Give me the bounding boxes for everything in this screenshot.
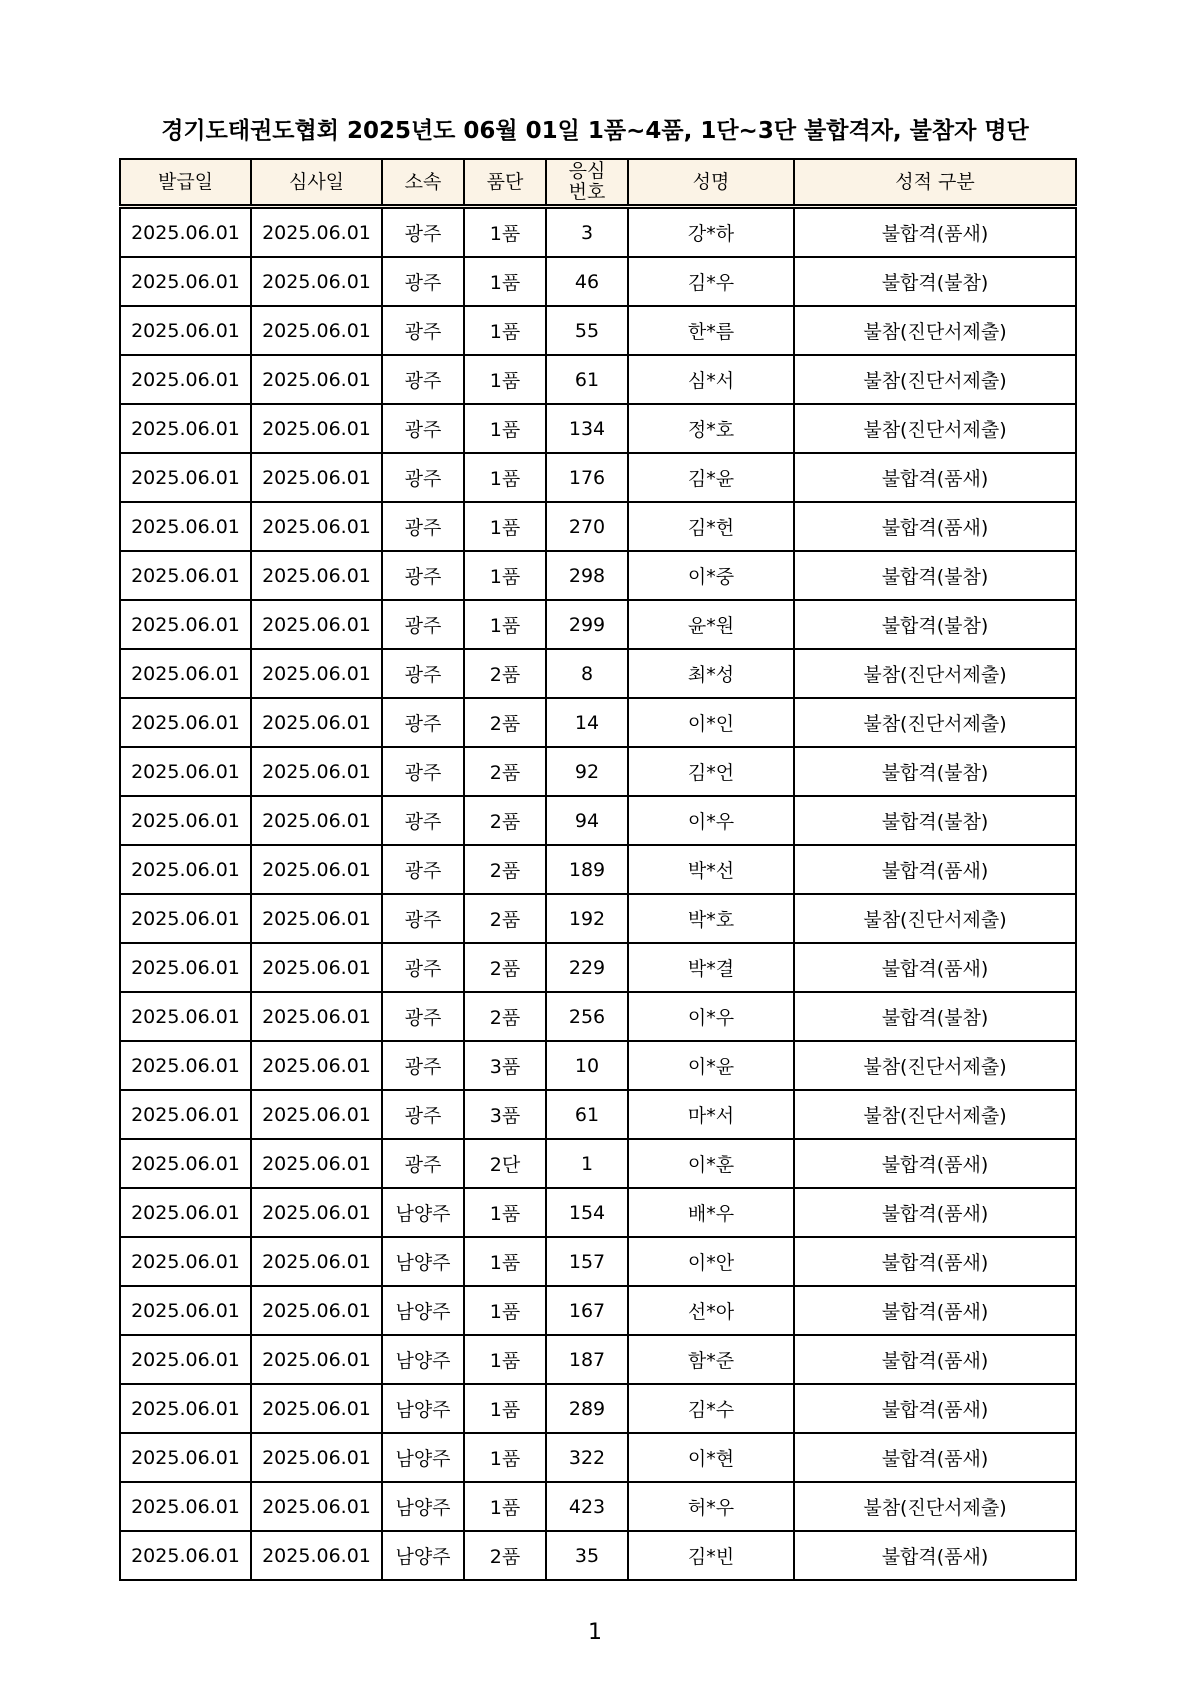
grade-cell: 2품 [464, 1531, 546, 1580]
branch-cell: 광주 [382, 845, 464, 894]
issue-date-cell: 2025.06.01 [120, 1384, 251, 1433]
exam-date-cell: 2025.06.01 [251, 747, 382, 796]
issue-date-cell: 2025.06.01 [120, 257, 251, 306]
result-cell: 불참(진단서제출) [794, 1482, 1076, 1531]
table-row [120, 600, 1076, 649]
exam-date-cell: 2025.06.01 [251, 1433, 382, 1482]
exam-date-cell: 2025.06.01 [251, 1188, 382, 1237]
exam-date-cell: 2025.06.01 [251, 600, 382, 649]
result-cell: 불합격(품새) [794, 1433, 1076, 1482]
table-row [120, 1237, 1076, 1286]
branch-cell: 남양주 [382, 1188, 464, 1237]
issue-date-cell: 2025.06.01 [120, 1041, 251, 1090]
name-cell: 배*우 [628, 1188, 794, 1237]
exam-number-cell: 154 [546, 1188, 628, 1237]
table-row [120, 1482, 1076, 1531]
exam-number-cell: 157 [546, 1237, 628, 1286]
issue-date-cell: 2025.06.01 [120, 894, 251, 943]
name-cell: 한*름 [628, 306, 794, 355]
grade-cell: 1품 [464, 1188, 546, 1237]
result-cell: 불참(진단서제출) [794, 894, 1076, 943]
exam-number-cell: 61 [546, 355, 628, 404]
issue-date-cell: 2025.06.01 [120, 1433, 251, 1482]
grade-cell: 3품 [464, 1090, 546, 1139]
issue-date-cell: 2025.06.01 [120, 502, 251, 551]
issue-date-cell: 2025.06.01 [120, 845, 251, 894]
exam-date-cell: 2025.06.01 [251, 943, 382, 992]
branch-cell: 광주 [382, 600, 464, 649]
header-exam-date: 심사일 [251, 159, 382, 207]
exam-number-cell: 46 [546, 257, 628, 306]
grade-cell: 2품 [464, 698, 546, 747]
result-cell: 불합격(불참) [794, 551, 1076, 600]
table-row [120, 992, 1076, 1041]
issue-date-cell: 2025.06.01 [120, 355, 251, 404]
exam-number-cell: 55 [546, 306, 628, 355]
exam-date-cell: 2025.06.01 [251, 698, 382, 747]
grade-cell: 2품 [464, 796, 546, 845]
results-table [119, 158, 1077, 1581]
grade-cell: 1품 [464, 257, 546, 306]
table-row [120, 698, 1076, 747]
exam-date-cell: 2025.06.01 [251, 992, 382, 1041]
exam-number-cell: 423 [546, 1482, 628, 1531]
name-cell: 이*훈 [628, 1139, 794, 1188]
grade-cell: 1품 [464, 1335, 546, 1384]
name-cell: 박*결 [628, 943, 794, 992]
exam-date-cell: 2025.06.01 [251, 845, 382, 894]
name-cell: 이*현 [628, 1433, 794, 1482]
table-row [120, 207, 1076, 258]
name-cell: 이*우 [628, 796, 794, 845]
branch-cell: 광주 [382, 404, 464, 453]
branch-cell: 광주 [382, 649, 464, 698]
exam-date-cell: 2025.06.01 [251, 1286, 382, 1335]
grade-cell: 1품 [464, 502, 546, 551]
header-name: 성명 [628, 159, 794, 207]
name-cell: 김*헌 [628, 502, 794, 551]
issue-date-cell: 2025.06.01 [120, 306, 251, 355]
result-cell: 불합격(불참) [794, 747, 1076, 796]
result-cell: 불참(진단서제출) [794, 698, 1076, 747]
exam-number-cell: 14 [546, 698, 628, 747]
branch-cell: 광주 [382, 992, 464, 1041]
name-cell: 박*선 [628, 845, 794, 894]
issue-date-cell: 2025.06.01 [120, 649, 251, 698]
exam-number-cell: 92 [546, 747, 628, 796]
issue-date-cell: 2025.06.01 [120, 943, 251, 992]
name-cell: 이*인 [628, 698, 794, 747]
exam-date-cell: 2025.06.01 [251, 502, 382, 551]
result-cell: 불참(진단서제출) [794, 1041, 1076, 1090]
name-cell: 이*중 [628, 551, 794, 600]
name-cell: 마*서 [628, 1090, 794, 1139]
name-cell: 함*준 [628, 1335, 794, 1384]
branch-cell: 광주 [382, 453, 464, 502]
exam-number-cell: 35 [546, 1531, 628, 1580]
grade-cell: 2품 [464, 894, 546, 943]
table-row [120, 1531, 1076, 1580]
grade-cell: 1품 [464, 1384, 546, 1433]
exam-number-cell: 176 [546, 453, 628, 502]
issue-date-cell: 2025.06.01 [120, 1335, 251, 1384]
header-issue-date: 발급일 [120, 159, 251, 207]
grade-cell: 1품 [464, 1286, 546, 1335]
branch-cell: 광주 [382, 551, 464, 600]
issue-date-cell: 2025.06.01 [120, 1139, 251, 1188]
grade-cell: 3품 [464, 1041, 546, 1090]
issue-date-cell: 2025.06.01 [120, 1237, 251, 1286]
branch-cell: 광주 [382, 306, 464, 355]
result-cell: 불합격(품새) [794, 1531, 1076, 1580]
exam-number-cell: 322 [546, 1433, 628, 1482]
result-cell: 불합격(품새) [794, 943, 1076, 992]
branch-cell: 광주 [382, 1041, 464, 1090]
exam-number-cell: 61 [546, 1090, 628, 1139]
result-cell: 불합격(품새) [794, 453, 1076, 502]
exam-number-cell: 10 [546, 1041, 628, 1090]
result-cell: 불참(진단서제출) [794, 649, 1076, 698]
exam-date-cell: 2025.06.01 [251, 1139, 382, 1188]
branch-cell: 광주 [382, 796, 464, 845]
exam-number-cell: 256 [546, 992, 628, 1041]
exam-date-cell: 2025.06.01 [251, 796, 382, 845]
result-cell: 불합격(불참) [794, 992, 1076, 1041]
issue-date-cell: 2025.06.01 [120, 1188, 251, 1237]
table-row [120, 845, 1076, 894]
grade-cell: 2품 [464, 747, 546, 796]
issue-date-cell: 2025.06.01 [120, 747, 251, 796]
issue-date-cell: 2025.06.01 [120, 404, 251, 453]
result-cell: 불합격(품새) [794, 1188, 1076, 1237]
exam-number-cell: 94 [546, 796, 628, 845]
result-cell: 불참(진단서제출) [794, 404, 1076, 453]
branch-cell: 남양주 [382, 1433, 464, 1482]
issue-date-cell: 2025.06.01 [120, 551, 251, 600]
exam-date-cell: 2025.06.01 [251, 207, 382, 258]
result-cell: 불합격(불참) [794, 600, 1076, 649]
branch-cell: 광주 [382, 747, 464, 796]
result-cell: 불참(진단서제출) [794, 1090, 1076, 1139]
grade-cell: 2품 [464, 649, 546, 698]
issue-date-cell: 2025.06.01 [120, 698, 251, 747]
branch-cell: 광주 [382, 698, 464, 747]
grade-cell: 1품 [464, 355, 546, 404]
table-row [120, 1286, 1076, 1335]
grade-cell: 1품 [464, 404, 546, 453]
grade-cell: 1품 [464, 1433, 546, 1482]
table-row [120, 1384, 1076, 1433]
header-branch: 소속 [382, 159, 464, 207]
table-row [120, 551, 1076, 600]
branch-cell: 광주 [382, 1139, 464, 1188]
table-row [120, 1041, 1076, 1090]
exam-date-cell: 2025.06.01 [251, 1531, 382, 1580]
grade-cell: 1품 [464, 600, 546, 649]
exam-date-cell: 2025.06.01 [251, 1384, 382, 1433]
branch-cell: 광주 [382, 257, 464, 306]
table-row [120, 1188, 1076, 1237]
grade-cell: 1품 [464, 453, 546, 502]
exam-number-cell: 189 [546, 845, 628, 894]
branch-cell: 광주 [382, 1090, 464, 1139]
name-cell: 선*아 [628, 1286, 794, 1335]
issue-date-cell: 2025.06.01 [120, 1090, 251, 1139]
exam-date-cell: 2025.06.01 [251, 1041, 382, 1090]
exam-number-cell: 167 [546, 1286, 628, 1335]
table-row [120, 502, 1076, 551]
exam-date-cell: 2025.06.01 [251, 649, 382, 698]
issue-date-cell: 2025.06.01 [120, 796, 251, 845]
grade-cell: 1품 [464, 551, 546, 600]
exam-number-cell: 1 [546, 1139, 628, 1188]
branch-cell: 남양주 [382, 1286, 464, 1335]
grade-cell: 1품 [464, 207, 546, 258]
table-row [120, 649, 1076, 698]
branch-cell: 남양주 [382, 1384, 464, 1433]
exam-number-cell: 299 [546, 600, 628, 649]
name-cell: 윤*원 [628, 600, 794, 649]
name-cell: 최*성 [628, 649, 794, 698]
exam-number-cell: 8 [546, 649, 628, 698]
exam-date-cell: 2025.06.01 [251, 306, 382, 355]
table-row [120, 404, 1076, 453]
exam-date-cell: 2025.06.01 [251, 1090, 382, 1139]
table-row [120, 1335, 1076, 1384]
exam-number-cell: 229 [546, 943, 628, 992]
result-cell: 불참(진단서제출) [794, 306, 1076, 355]
table-row [120, 1139, 1076, 1188]
exam-date-cell: 2025.06.01 [251, 453, 382, 502]
table-row [120, 453, 1076, 502]
name-cell: 김*빈 [628, 1531, 794, 1580]
branch-cell: 남양주 [382, 1531, 464, 1580]
page-number: 1 [588, 1620, 602, 1645]
exam-date-cell: 2025.06.01 [251, 1335, 382, 1384]
header-row [120, 159, 1076, 207]
branch-cell: 광주 [382, 502, 464, 551]
branch-cell: 광주 [382, 894, 464, 943]
exam-date-cell: 2025.06.01 [251, 894, 382, 943]
name-cell: 강*하 [628, 207, 794, 258]
issue-date-cell: 2025.06.01 [120, 1482, 251, 1531]
name-cell: 심*서 [628, 355, 794, 404]
exam-date-cell: 2025.06.01 [251, 404, 382, 453]
branch-cell: 광주 [382, 355, 464, 404]
exam-date-cell: 2025.06.01 [251, 1237, 382, 1286]
grade-cell: 1품 [464, 306, 546, 355]
header-result: 성적 구분 [794, 159, 1076, 207]
table-body [120, 207, 1076, 1581]
issue-date-cell: 2025.06.01 [120, 992, 251, 1041]
exam-date-cell: 2025.06.01 [251, 355, 382, 404]
grade-cell: 2품 [464, 992, 546, 1041]
result-cell: 불합격(품새) [794, 1335, 1076, 1384]
table-row [120, 355, 1076, 404]
exam-number-cell: 192 [546, 894, 628, 943]
exam-number-cell: 270 [546, 502, 628, 551]
exam-date-cell: 2025.06.01 [251, 551, 382, 600]
issue-date-cell: 2025.06.01 [120, 1286, 251, 1335]
exam-date-cell: 2025.06.01 [251, 1482, 382, 1531]
grade-cell: 2품 [464, 845, 546, 894]
branch-cell: 남양주 [382, 1335, 464, 1384]
name-cell: 김*언 [628, 747, 794, 796]
header-grade: 품단 [464, 159, 546, 207]
exam-number-cell: 187 [546, 1335, 628, 1384]
branch-cell: 광주 [382, 207, 464, 258]
result-cell: 불합격(품새) [794, 207, 1076, 258]
name-cell: 박*호 [628, 894, 794, 943]
table-row [120, 1433, 1076, 1482]
branch-cell: 광주 [382, 943, 464, 992]
name-cell: 정*호 [628, 404, 794, 453]
issue-date-cell: 2025.06.01 [120, 453, 251, 502]
table-row [120, 1090, 1076, 1139]
table-row [120, 747, 1076, 796]
exam-date-cell: 2025.06.01 [251, 257, 382, 306]
result-cell: 불합격(품새) [794, 1237, 1076, 1286]
header-exam-number: 응심 번호 [546, 159, 628, 207]
table-row [120, 943, 1076, 992]
table-row [120, 257, 1076, 306]
issue-date-cell: 2025.06.01 [120, 207, 251, 258]
result-cell: 불합격(불참) [794, 796, 1076, 845]
branch-cell: 남양주 [382, 1482, 464, 1531]
name-cell: 김*수 [628, 1384, 794, 1433]
grade-cell: 1품 [464, 1482, 546, 1531]
name-cell: 허*우 [628, 1482, 794, 1531]
result-cell: 불합격(품새) [794, 1286, 1076, 1335]
table-row [120, 894, 1076, 943]
branch-cell: 남양주 [382, 1237, 464, 1286]
name-cell: 이*안 [628, 1237, 794, 1286]
result-cell: 불합격(품새) [794, 502, 1076, 551]
issue-date-cell: 2025.06.01 [120, 600, 251, 649]
table-row [120, 306, 1076, 355]
result-cell: 불합격(품새) [794, 1139, 1076, 1188]
name-cell: 김*윤 [628, 453, 794, 502]
name-cell: 김*우 [628, 257, 794, 306]
exam-number-cell: 298 [546, 551, 628, 600]
exam-number-cell: 3 [546, 207, 628, 258]
result-cell: 불참(진단서제출) [794, 355, 1076, 404]
issue-date-cell: 2025.06.01 [120, 1531, 251, 1580]
result-cell: 불합격(품새) [794, 1384, 1076, 1433]
result-cell: 불합격(불참) [794, 257, 1076, 306]
grade-cell: 2단 [464, 1139, 546, 1188]
exam-number-cell: 134 [546, 404, 628, 453]
exam-number-cell: 289 [546, 1384, 628, 1433]
result-cell: 불합격(품새) [794, 845, 1076, 894]
grade-cell: 2품 [464, 943, 546, 992]
name-cell: 이*윤 [628, 1041, 794, 1090]
name-cell: 이*우 [628, 992, 794, 1041]
grade-cell: 1품 [464, 1237, 546, 1286]
page-title: 경기도태권도협회 2025년도 06월 01일 1품~4품, 1단~3단 불합격자, 불참자 명단 [161, 118, 1029, 144]
table-row [120, 796, 1076, 845]
